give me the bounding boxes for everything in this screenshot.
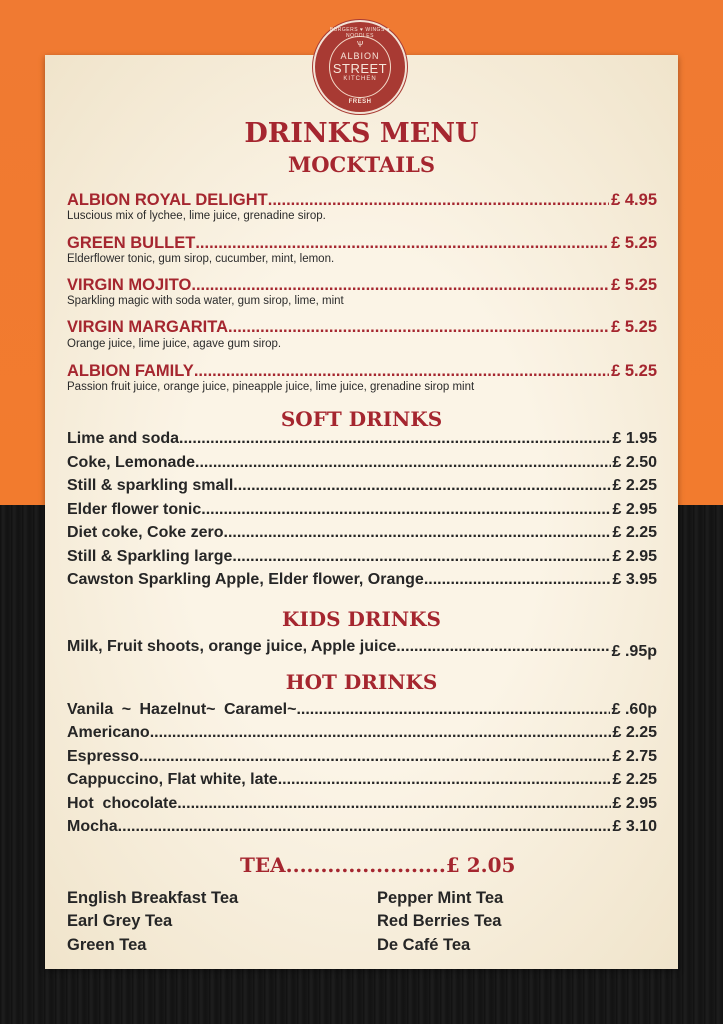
item-description: Passion fruit juice, orange juice, pineapple juice, lime juice, grenadine sirop mint — [67, 381, 475, 393]
menu-item — [67, 724, 657, 742]
dot-leader — [177, 795, 610, 813]
tea-item: Pepper Mint Tea — [377, 889, 504, 907]
tea-item: Green Tea — [67, 936, 147, 954]
dot-leader — [179, 430, 610, 448]
dot-leader — [118, 818, 611, 836]
dot-leader — [224, 524, 611, 542]
menu-item — [67, 771, 657, 789]
dot-leader — [396, 638, 609, 656]
dot-leader: ....................... — [285, 853, 446, 877]
item-name: Mocha — [67, 818, 118, 835]
menu-item — [67, 276, 657, 295]
tea-price: £ 2.05 — [445, 853, 516, 877]
item-price: £ 3.10 — [612, 818, 657, 835]
section-heading-mocktails: MOCKTAILS — [287, 152, 436, 177]
item-price: £ 2.25 — [612, 477, 657, 494]
menu-item — [67, 795, 657, 813]
menu-item — [67, 548, 657, 566]
dot-leader — [233, 477, 610, 495]
item-price: £ 2.25 — [612, 771, 657, 788]
logo-ring-top-text: BURGERS ♥ WINGS ♥ NOODLES — [329, 27, 391, 39]
item-price: £ 2.95 — [612, 795, 657, 812]
tea-item: Red Berries Tea — [377, 912, 502, 930]
menu-item — [67, 524, 657, 542]
item-name: ALBION FAMILY — [67, 362, 194, 380]
dot-leader — [278, 771, 611, 789]
dot-leader — [228, 318, 609, 337]
menu-item — [67, 501, 657, 519]
dot-leader — [195, 454, 610, 472]
item-price: £ 3.95 — [612, 571, 657, 588]
dot-leader — [201, 501, 610, 519]
albion-street-kitchen-logo — [313, 20, 407, 114]
menu-item — [67, 234, 657, 253]
fork-icon: Ѱ — [356, 40, 364, 49]
tea-item: English Breakfast Tea — [67, 889, 239, 907]
item-name: VIRGIN MARGARITA — [67, 318, 229, 336]
item-name: Coke, Lemonade — [67, 454, 196, 471]
menu-item — [67, 571, 657, 589]
menu-item — [67, 454, 657, 472]
dot-leader — [424, 571, 611, 589]
item-name: Vanila ~ Hazelnut~ Caramel~ — [67, 701, 297, 718]
item-price: £ 5.25 — [611, 362, 657, 380]
section-heading-soft-drinks: SOFT DRINKS — [280, 407, 443, 431]
item-name: Espresso — [67, 748, 140, 765]
logo-line-kitchen: KITCHEN — [343, 76, 377, 82]
section-heading-kids-drinks: KIDS DRINKS — [282, 607, 441, 631]
item-name: Cappuccino, Flat white, late — [67, 771, 278, 788]
section-heading-hot-drinks: HOT DRINKS — [285, 670, 438, 694]
item-name: Cawston Sparkling Apple, Elder flower, Orange — [67, 571, 424, 588]
item-price: £ .60p — [611, 701, 657, 718]
item-description: Orange juice, lime juice, agave gum sirop. — [67, 338, 282, 350]
menu-item — [67, 318, 657, 337]
item-name: Still & sparkling small — [67, 477, 234, 494]
item-price: £ 1.95 — [612, 430, 657, 447]
item-price: £ 5.25 — [611, 276, 657, 294]
menu-item — [67, 818, 657, 836]
item-name: Diet coke, Coke zero — [67, 524, 224, 541]
menu-item — [67, 430, 657, 448]
item-description: Elderflower tonic, gum sirop, cucumber, mint, lemon. — [67, 253, 335, 265]
logo-ring-bottom-text: FRESH — [348, 99, 372, 105]
menu-title: DRINKS MENU — [244, 118, 479, 149]
item-name: GREEN BULLET — [67, 234, 196, 252]
item-price: £ 4.95 — [611, 191, 657, 209]
item-name: Americano — [67, 724, 150, 741]
tea-heading-row — [240, 853, 515, 877]
item-name: Lime and soda — [67, 430, 180, 447]
dot-leader — [232, 548, 610, 566]
item-price: £ 2.95 — [612, 501, 657, 518]
menu-item — [67, 701, 657, 719]
dot-leader — [268, 191, 609, 210]
item-price: £ 2.50 — [612, 454, 657, 471]
item-name: Milk, Fruit shoots, orange juice, Apple juice — [67, 638, 397, 655]
item-description: Sparkling magic with soda water, gum sirop, lime, mint — [67, 295, 344, 307]
dot-leader — [150, 724, 611, 742]
item-name: Hot chocolate — [67, 795, 178, 812]
item-name: Still & Sparkling large — [67, 548, 233, 565]
item-name: ALBION ROYAL DELIGHT — [67, 191, 268, 209]
logo-line-street: STREET — [332, 61, 388, 76]
item-price: £ 2.25 — [612, 524, 657, 541]
item-price: £ 2.95 — [612, 548, 657, 565]
menu-item — [67, 748, 657, 766]
item-price: £ 5.25 — [611, 318, 657, 336]
dot-leader — [194, 362, 609, 381]
dot-leader — [139, 748, 610, 766]
menu-item — [67, 477, 657, 495]
tea-item: De Café Tea — [377, 936, 471, 954]
item-price: £ 2.75 — [612, 748, 657, 765]
dot-leader — [195, 234, 609, 253]
item-name: VIRGIN MOJITO — [67, 276, 192, 294]
menu-item — [67, 638, 657, 660]
menu-item — [67, 362, 657, 381]
item-name: Elder flower tonic — [67, 501, 202, 518]
dot-leader — [296, 701, 609, 719]
section-heading-tea: TEA — [240, 853, 286, 877]
dot-leader — [191, 276, 609, 295]
item-price: £ 2.25 — [612, 724, 657, 741]
item-description: Luscious mix of lychee, lime juice, grenadine sirop. — [67, 210, 326, 222]
item-price: £ .95p — [611, 643, 657, 660]
item-price: £ 5.25 — [611, 234, 657, 252]
logo-line-albion: ALBION — [340, 51, 380, 61]
tea-item: Earl Grey Tea — [67, 912, 173, 930]
menu-item — [67, 191, 657, 210]
